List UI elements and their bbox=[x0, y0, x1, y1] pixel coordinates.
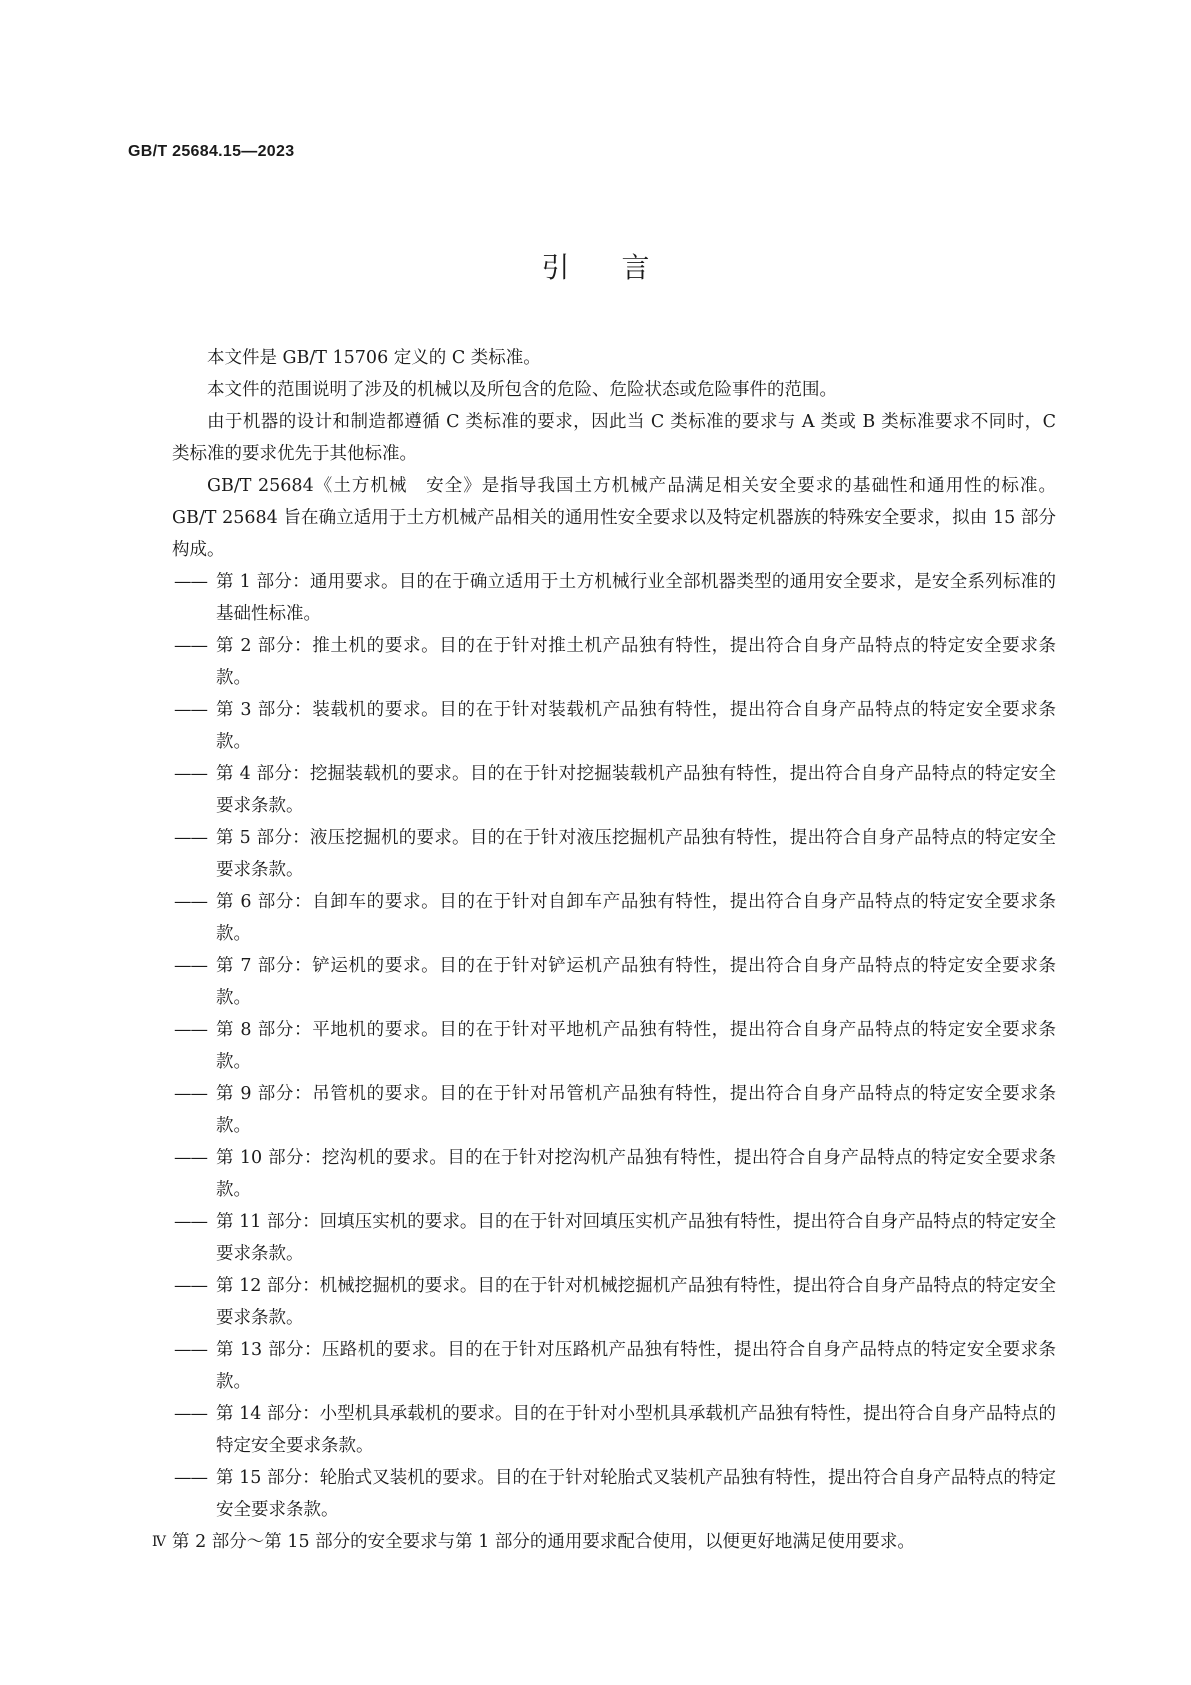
list-item bbox=[172, 822, 1056, 886]
list-item-text: 第 12 部分：机械挖掘机的要求。目的在于针对机械挖掘机产品独有特性，提出符合自身产品特点的特定安全要求条款。 bbox=[216, 1276, 1056, 1328]
list-item-text: 第 7 部分：铲运机的要求。目的在于针对铲运机产品独有特性，提出符合自身产品特点的特定安全要求条款。 bbox=[216, 956, 1056, 1008]
list-dash: —— bbox=[174, 1404, 207, 1424]
list-item-text: 第 6 部分：自卸车的要求。目的在于针对自卸车产品独有特性，提出符合自身产品特点的特定安全要求条款。 bbox=[216, 892, 1056, 944]
paragraph: 本文件的范围说明了涉及的机械以及所包含的危险、危险状态或危险事件的范围。 bbox=[207, 380, 837, 400]
list-dash: —— bbox=[174, 1468, 207, 1488]
list-dash: —— bbox=[174, 1148, 207, 1168]
list-dash: —— bbox=[174, 764, 207, 784]
list-dash: —— bbox=[174, 700, 207, 720]
paragraph: 由于机器的设计和制造都遵循 C 类标准的要求，因此当 C 类标准的要求与 A 类或 B 类标准要求不同时，C 类标准的要求优先于其他标准。 bbox=[172, 412, 1056, 464]
list-item bbox=[172, 1462, 1056, 1526]
list-dash: —— bbox=[174, 828, 207, 848]
list-item bbox=[172, 1270, 1056, 1334]
list-item-text: 第 1 部分：通用要求。目的在于确立适用于土方机械行业全部机器类型的通用安全要求，是安全系列标准的基础性标准。 bbox=[216, 572, 1056, 624]
parts-list bbox=[172, 566, 1056, 1526]
list-dash: —— bbox=[174, 1212, 207, 1232]
list-dash: —— bbox=[174, 1340, 207, 1360]
page-title: 引言 bbox=[541, 251, 702, 284]
list-item bbox=[172, 566, 1056, 630]
list-item bbox=[172, 1014, 1056, 1078]
list-item-text: 第 2 部分：推土机的要求。目的在于针对推土机产品独有特性，提出符合自身产品特点的特定安全要求条款。 bbox=[216, 636, 1056, 688]
list-item bbox=[172, 758, 1056, 822]
closing-paragraph: 第 2 部分～第 15 部分的安全要求与第 1 部分的通用要求配合使用，以便更好地满足使用要求。 bbox=[172, 1532, 915, 1552]
document-body bbox=[172, 342, 1056, 1558]
list-item-text: 第 11 部分：回填压实机的要求。目的在于针对回填压实机产品独有特性，提出符合自身产品特点的特定安全要求条款。 bbox=[216, 1212, 1056, 1264]
paragraph: 本文件是 GB/T 15706 定义的 C 类标准。 bbox=[207, 348, 541, 368]
list-dash: —— bbox=[174, 1020, 207, 1040]
list-item-text: 第 13 部分：压路机的要求。目的在于针对压路机产品独有特性，提出符合自身产品特点的特定安全要求条款。 bbox=[216, 1340, 1056, 1392]
list-item-text: 第 10 部分：挖沟机的要求。目的在于针对挖沟机产品独有特性，提出符合自身产品特点的特定安全要求条款。 bbox=[216, 1148, 1056, 1200]
list-dash: —— bbox=[174, 636, 207, 656]
list-item bbox=[172, 694, 1056, 758]
list-item-text: 第 5 部分：液压挖掘机的要求。目的在于针对液压挖掘机产品独有特性，提出符合自身产品特点的特定安全要求条款。 bbox=[216, 828, 1056, 880]
list-item bbox=[172, 1206, 1056, 1270]
list-item bbox=[172, 1078, 1056, 1142]
list-item bbox=[172, 1142, 1056, 1206]
standard-number-header: GB/T 25684.15—2023 bbox=[128, 143, 295, 160]
list-item-text: 第 4 部分：挖掘装载机的要求。目的在于针对挖掘装载机产品独有特性，提出符合自身产品特点的特定安全要求条款。 bbox=[216, 764, 1056, 816]
list-dash: —— bbox=[174, 1084, 207, 1104]
list-item-text: 第 15 部分：轮胎式叉装机的要求。目的在于针对轮胎式叉装机产品独有特性，提出符合自身产品特点的特定安全要求条款。 bbox=[216, 1468, 1056, 1520]
paragraph: GB/T 25684《土方机械 安全》是指导我国土方机械产品满足相关安全要求的基础性和通用性的标准。GB/T 25684 旨在确立适用于土方机械产品相关的通用性安全要求以及特定机器族的特殊安全要求，拟由 15 部分构成。 bbox=[172, 476, 1056, 560]
list-item-text: 第 9 部分：吊管机的要求。目的在于针对吊管机产品独有特性，提出符合自身产品特点的特定安全要求条款。 bbox=[216, 1084, 1056, 1136]
list-item bbox=[172, 630, 1056, 694]
list-dash: —— bbox=[174, 1276, 207, 1296]
page-number: Ⅳ bbox=[152, 1534, 166, 1550]
list-item bbox=[172, 886, 1056, 950]
list-item-text: 第 14 部分：小型机具承载机的要求。目的在于针对小型机具承载机产品独有特性，提出符合自身产品特点的特定安全要求条款。 bbox=[216, 1404, 1056, 1456]
list-dash: —— bbox=[174, 892, 207, 912]
list-dash: —— bbox=[174, 956, 207, 976]
list-item bbox=[172, 1398, 1056, 1462]
list-item-text: 第 3 部分：装载机的要求。目的在于针对装载机产品独有特性，提出符合自身产品特点的特定安全要求条款。 bbox=[216, 700, 1056, 752]
list-item bbox=[172, 1334, 1056, 1398]
list-dash: —— bbox=[174, 572, 207, 592]
list-item bbox=[172, 950, 1056, 1014]
list-item-text: 第 8 部分：平地机的要求。目的在于针对平地机产品独有特性，提出符合自身产品特点的特定安全要求条款。 bbox=[216, 1020, 1056, 1072]
